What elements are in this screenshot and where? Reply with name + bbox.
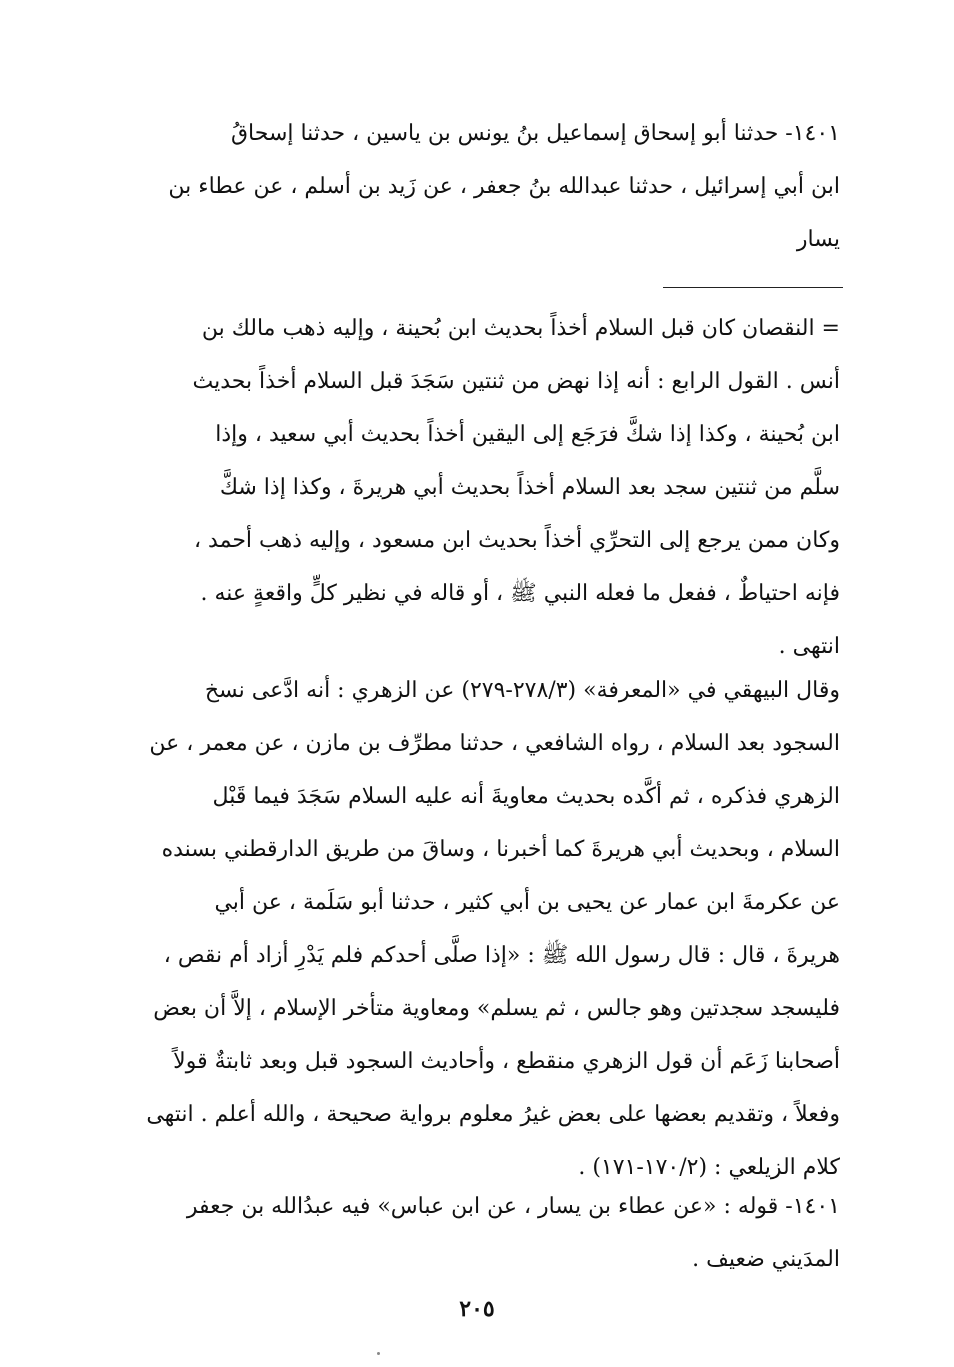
text-line: ابن بُحينة ، وكذا إذا شكَّ فرَجَع إلى اليقين أخذاً بحديث أبي سعيد ، وإذا (215, 422, 840, 447)
text-line: سلَّم من ثنتين سجد بعد السلام أخذاً بحديث أبي هريرةَ ، وكذا إذا شكَّ (219, 475, 840, 500)
text-line: = النقصان كان قبل السلام أخذاً بحديث ابن بُحينة ، وإليه ذهب مالك بن (201, 316, 840, 341)
text-line: ابن أبي إسرائيل ، حدثنا عبدالله بنُ جعفر ، عن زَيد بن أسلم ، عن عطاء بن (168, 174, 840, 199)
text-line: أنس . القول الرابع : أنه إذا نهض من ثنتين سَجَدَ قبل السلام أخذاً بحديث (192, 369, 840, 394)
text-line: انتهى . (778, 634, 840, 659)
text-line: وقال البيهقي في «المعرفة» (٢٧٨/٣-٢٧٩) عن الزهري : أنه ادَّعى نسخ (204, 678, 840, 703)
text-line: وكان ممن يرجع إلى التحرِّي أخذاً بحديث ابن مسعود ، وإليه ذهب أحمد ، (193, 528, 840, 553)
scan-speck (377, 1352, 380, 1355)
text-line: وفعلاً ، وتقديم بعضها على بعض غيرُ معلوم برواية صحيحة ، والله أعلم . انتهى (146, 1102, 840, 1127)
page-number: ٢٠٥ (459, 1296, 495, 1322)
top-hadith-paragraph (132, 107, 840, 266)
footnote-continuation-paragraph (132, 302, 840, 673)
text-line: عن عكرمةَ ابن عمار عن يحيى بن أبي كثير ، حدثنا أبو سَلَمة ، عن أبي (214, 890, 840, 915)
text-line: يسار (796, 227, 840, 252)
text-line: كلام الزيلعي : (١٧٠/٢-١٧١) . (578, 1155, 840, 1180)
text-line: هريرةَ ، قال : قال رسول الله ﷺ : «إذا صلَّى أحدكم فلم يَدْرِ أزاد أم نقص ، (163, 943, 840, 968)
text-line: السلام ، وبحديث أبي هريرةَ كما أخبرنا ، وساقَ من طريق الدارقطني بسنده (161, 837, 840, 862)
text-line: الزهري فذكره ، ثم أكَّده بحديث معاويةَ أنه عليه السلام سَجَدَ فيما قَبْل (212, 784, 840, 809)
text-line: فليسجد سجدتين وهو جالس ، ثم يسلم» ومعاوية متأخر الإسلام ، إلاَّ أن بعض (153, 996, 840, 1021)
closing-note-paragraph (132, 1180, 840, 1286)
text-line: فإنه احتياطٌ ، ففعل ما فعله النبي ﷺ ، أو قاله في نظير كلٍّ واقعةٍ عنه . (200, 581, 840, 606)
text-line: ١٤٠١- حدثنا أبو إسحاق إسماعيل بنُ يونس بن ياسين ، حدثنا إسحاقُ (230, 121, 840, 146)
text-line: ١٤٠١- قوله : «عن عطاء بن يسار ، عن ابن عباس» فيه عبدُالله بن جعفر (186, 1194, 840, 1219)
text-line: أصحابنا زَعَم أن قول الزهري منقطع ، وأحاديث السجود قبل وبعد ثابتةٌ قولاً (173, 1049, 840, 1074)
text-line: السجود بعد السلام ، رواه الشافعي ، حدثنا مطرِّف بن مازن ، عن معمر ، عن (149, 731, 840, 756)
bayhaqi-paragraph (132, 664, 840, 1194)
footnote-divider (663, 287, 843, 288)
text-line: المدَيني ضعيف . (692, 1247, 840, 1272)
